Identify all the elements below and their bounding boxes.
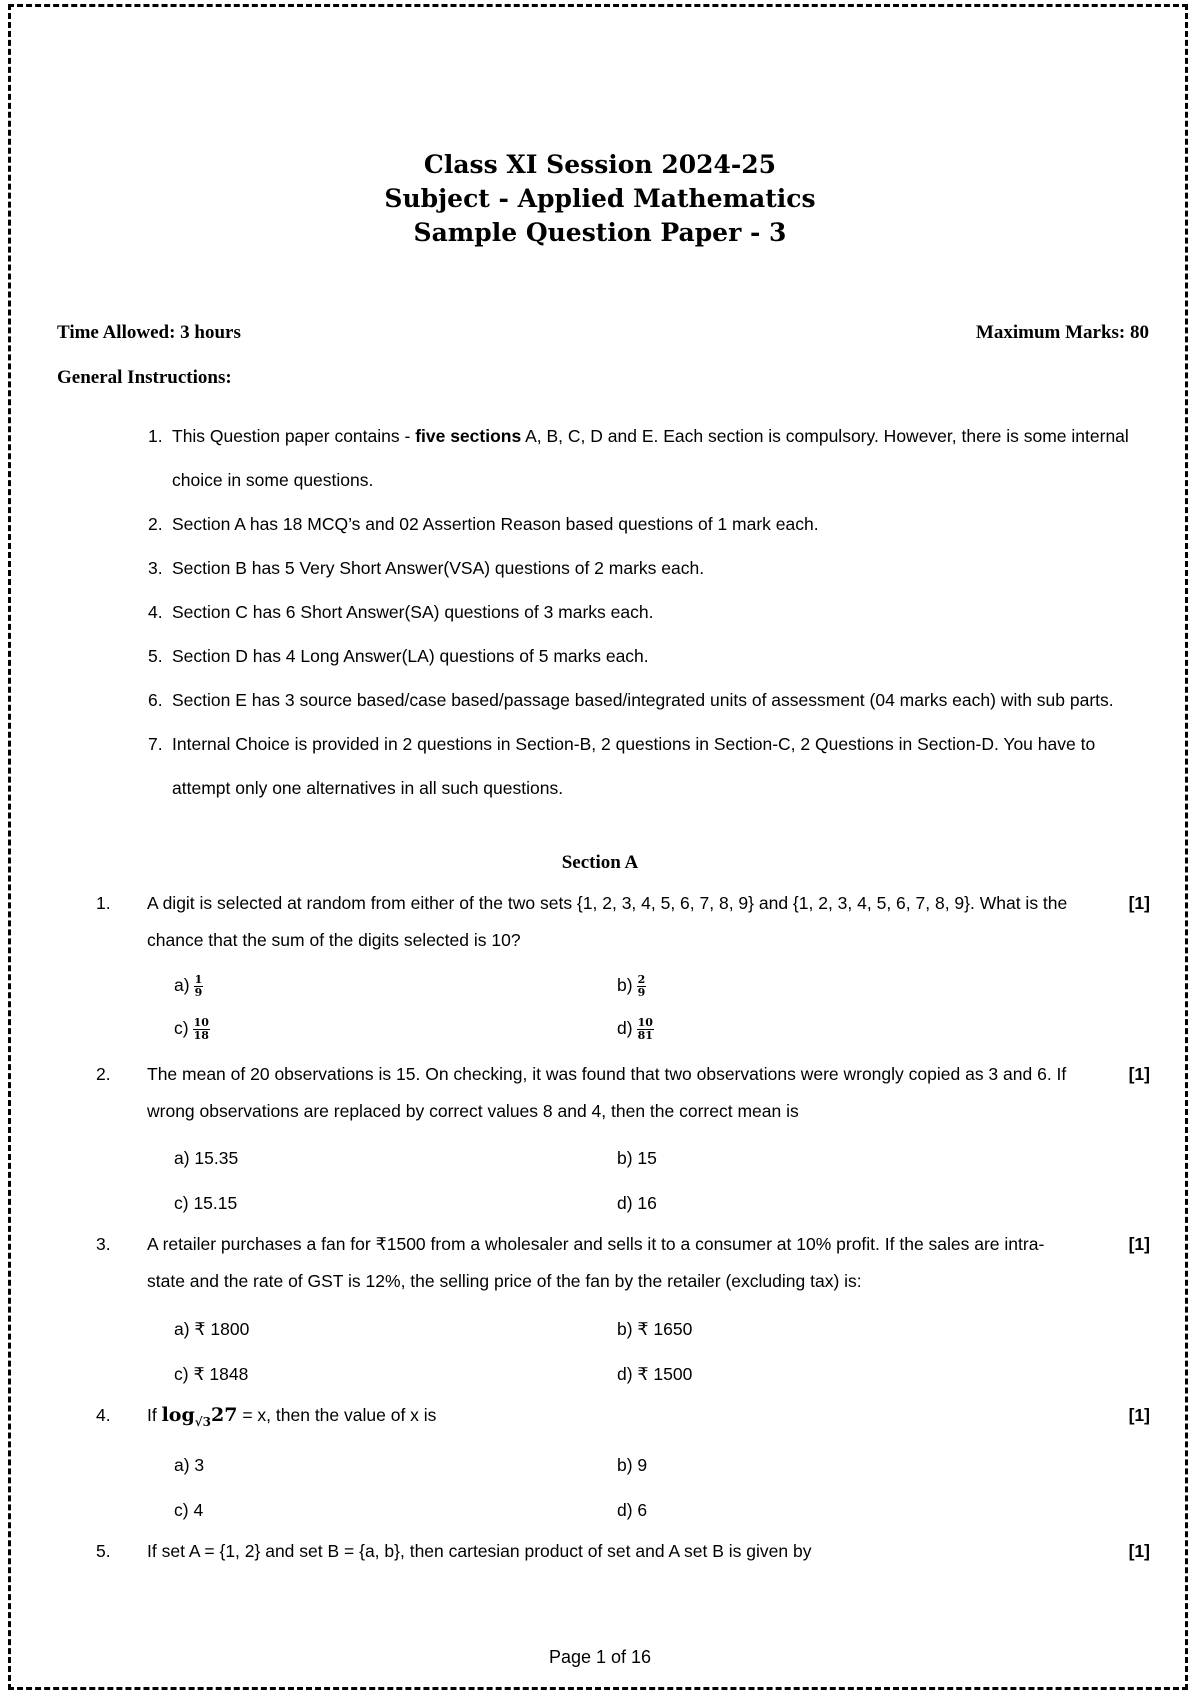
question-number: 1. — [96, 893, 111, 913]
option-b[interactable]: b) 9 — [617, 1455, 648, 1475]
instruction-item — [148, 634, 1148, 678]
option-b[interactable] — [617, 974, 646, 999]
question-marks: [1] — [1128, 1541, 1150, 1561]
instruction-number: 3. — [148, 558, 163, 578]
option-b[interactable]: b) 15 — [617, 1148, 657, 1168]
option-d[interactable]: d) 16 — [617, 1193, 657, 1213]
instruction-text: Section B has 5 Very Short Answer(VSA) questions of 2 marks each. — [172, 558, 705, 578]
instruction-text: Section E has 3 source based/case based/passage based/integrated units of assessment (04 marks each) with sub parts. — [172, 690, 1114, 710]
option-a[interactable]: a) 15.35 — [174, 1148, 239, 1168]
log-argument: 27 — [211, 1404, 238, 1426]
fraction-numerator: 1 — [194, 973, 203, 986]
question-number: 4. — [96, 1405, 111, 1425]
header-class-session: Class XI Session 2024-25 — [423, 150, 777, 179]
instruction-number: 6. — [148, 690, 163, 710]
instruction-text: Section C has 6 Short Answer(SA) questions of 3 marks each. — [172, 602, 654, 622]
instruction-number: 5. — [148, 646, 163, 666]
option-label: a) — [174, 975, 190, 996]
log-base: √3 — [194, 1414, 212, 1429]
question-marks: [1] — [1128, 1234, 1150, 1254]
option-c[interactable]: c) 4 — [174, 1500, 204, 1520]
option-c[interactable]: c) ₹ 1848 — [174, 1364, 249, 1384]
question-number: 2. — [96, 1064, 111, 1084]
fraction — [194, 974, 204, 999]
question-text: A retailer purchases a fan for ₹1500 from a wholesaler and sells it to a consumer at 10% profit. If the sales are intra-state and the rate of GST is 12%, the selling price of the fan by the retailer (excluding tax) is: — [147, 1234, 1045, 1291]
option-b[interactable]: b) ₹ 1650 — [617, 1319, 693, 1339]
option-label: c) — [174, 1018, 189, 1039]
time-allowed: Time Allowed: 3 hours — [57, 322, 241, 343]
fraction-numerator: 10 — [637, 1016, 653, 1029]
question-number: 3. — [96, 1234, 111, 1254]
paper-header — [0, 148, 1200, 250]
general-instructions-heading: General Instructions: — [57, 367, 232, 388]
log-expression: $\log_{√3}27$ — [161, 1404, 238, 1429]
question-marks: [1] — [1128, 1064, 1150, 1084]
question-text — [147, 1397, 1077, 1441]
instruction-item — [148, 502, 1148, 546]
instruction-text: Section D has 4 Long Answer(LA) questions of 5 marks each. — [172, 646, 649, 666]
instruction-item — [148, 590, 1148, 634]
fraction-numerator: 10 — [193, 1016, 209, 1029]
question-marks: [1] — [1128, 893, 1150, 913]
fraction — [637, 1017, 654, 1042]
fraction-numerator: 2 — [637, 973, 646, 986]
fraction-denominator: 9 — [637, 986, 646, 999]
instruction-text: A, B, C, D and E. Each section is compulsory. However, there is some internal choice in some questions. — [172, 426, 1129, 490]
option-label: d) — [617, 1018, 633, 1039]
instruction-item — [148, 414, 1148, 502]
option-d[interactable]: d) 6 — [617, 1500, 648, 1520]
fraction-denominator: 81 — [637, 1029, 653, 1042]
fraction-denominator: 18 — [193, 1029, 209, 1042]
instruction-item — [148, 678, 1148, 722]
option-a[interactable] — [174, 974, 203, 999]
fraction — [637, 974, 647, 999]
question-text-part: = x, then the value of x is — [237, 1405, 437, 1425]
instruction-item — [148, 722, 1148, 810]
option-a[interactable]: a) ₹ 1800 — [174, 1319, 250, 1339]
maximum-marks: Maximum Marks: 80 — [975, 322, 1149, 343]
instruction-emphasis: five sections — [415, 426, 522, 446]
option-d[interactable] — [617, 1017, 654, 1042]
question-text: The mean of 20 observations is 15. On checking, it was found that two observations were wrongly copied as 3 and 6. If wrong observations are replaced by correct values 8 and 4, then the correct mean is — [147, 1064, 1067, 1121]
instruction-text: Section A has 18 MCQ’s and 02 Assertion Reason based questions of 1 mark each. — [172, 514, 819, 534]
instruction-item — [148, 546, 1148, 590]
fraction — [193, 1017, 210, 1042]
question-text: A digit is selected at random from either of the two sets {1, 2, 3, 4, 5, 6, 7, 8, 9} and {1, 2, 3, 4, 5, 6, 7, 8, 9}. What is the chance that the sum of the digits selected is 10? — [147, 893, 1068, 950]
section-a-heading: Section A — [561, 852, 639, 873]
option-c[interactable]: c) 15.15 — [174, 1193, 238, 1213]
instruction-number: 1. — [148, 426, 163, 446]
question-text-part: If — [147, 1405, 162, 1425]
option-label: b) — [617, 975, 633, 996]
instruction-number: 2. — [148, 514, 163, 534]
header-paper-title: Sample Question Paper - 3 — [413, 218, 787, 247]
option-c[interactable] — [174, 1017, 210, 1042]
option-a[interactable]: a) 3 — [174, 1455, 205, 1475]
instruction-number: 7. — [148, 734, 163, 754]
page-number: Page 1 of 16 — [548, 1647, 652, 1667]
option-d[interactable]: d) ₹ 1500 — [617, 1364, 693, 1384]
instructions-list — [148, 414, 1148, 810]
fraction-denominator: 9 — [194, 986, 203, 999]
instruction-number: 4. — [148, 602, 163, 622]
header-subject: Subject - Applied Mathematics — [384, 184, 816, 213]
question-text: If set A = {1, 2} and set B = {a, b}, then cartesian product of set and A set B is given by — [147, 1541, 812, 1561]
question-marks: [1] — [1128, 1405, 1150, 1425]
instruction-text: This Question paper contains - — [172, 426, 416, 446]
instruction-text: Internal Choice is provided in 2 questions in Section-B, 2 questions in Section-C, 2 Questions in Section-D. You have to attempt only one alternatives in all such questions. — [172, 734, 1096, 798]
question-number: 5. — [96, 1541, 111, 1561]
